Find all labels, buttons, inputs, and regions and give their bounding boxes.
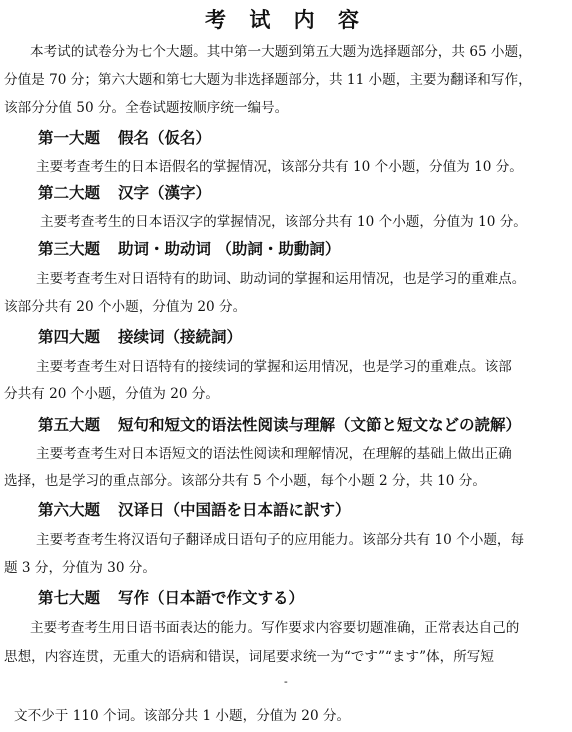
section-1-heading: [38, 126, 568, 150]
section-2-heading: [38, 181, 568, 205]
section-5-line-2: 选择，也是学习的重点部分。该部分共有 5 个小题，每个小题 2 分，共 10 分。: [4, 473, 486, 489]
section-1-line-1: 主要考查考生的日本语假名的掌握情况，该部分共有 10 个小题，分值为 10 分。: [36, 159, 523, 175]
section-5-line-1: 主要考查考生对日本语短文的语法性阅读和理解情况，在理解的基础上做出正确: [36, 446, 512, 462]
section-3-line-2: 该部分共有 20 个小题，分值为 20 分。: [4, 299, 247, 315]
intro-line-3: 该部分分值 50 分。全卷试题按顺序统一编号。: [4, 100, 289, 116]
intro-line-2: 分值是 70 分；第六大题和第七大题为非选择题部分，共 11 小题，主要为翻译和写作，: [4, 72, 532, 88]
section-7-line-3: 文不少于 110 个词。该部分共 1 小题，分值为 20 分。: [14, 708, 351, 724]
section-6-line-2: 题 3 分，分值为 30 分。: [4, 560, 156, 576]
page-mark: -: [284, 675, 288, 688]
section-4-heading: [38, 325, 568, 349]
section-2-name: 汉字（漢字）: [118, 184, 212, 202]
section-7-heading: [38, 586, 568, 610]
section-4-name: 接续词（接続詞）: [118, 328, 243, 346]
section-7-line-1: 主要考查考生用日语书面表达的能力。写作要求内容要切题准确，正常表达自己的: [30, 620, 520, 636]
section-2-line-1: 主要考查考生的日本语汉字的掌握情况，该部分共有 10 个小题，分值为 10 分。: [40, 214, 527, 230]
section-5-name: 短句和短文的语法性阅读与理解（文節と短文などの読解）: [118, 416, 522, 434]
section-6-line-1: 主要考查考生将汉语句子翻译成日语句子的应用能力。该部分共有 10 个小题，每: [36, 532, 525, 548]
section-4-number: 第四大题: [38, 328, 101, 346]
page-title: 考 试 内 容: [205, 7, 367, 32]
section-1-number: 第一大题: [38, 129, 101, 147]
section-7-name: 写作（日本語で作文する）: [118, 589, 305, 607]
section-6-heading: [38, 498, 568, 522]
section-6-name: 汉译日（中国語を日本語に訳す）: [118, 501, 351, 519]
section-7-line-2: 思想，内容连贯，无重大的语病和错误，词尾要求统一为“です”“ます”体，所写短: [4, 649, 494, 665]
section-7-number: 第七大题: [38, 589, 101, 607]
intro-line-1: 本考试的试卷分为七个大题。其中第一大题到第五大题为选择题部分，共 65 小题，: [30, 44, 532, 60]
section-4-line-2: 分共有 20 个小题，分值为 20 分。: [4, 386, 220, 402]
section-3-name: 助词・助动词 （助詞・助動詞）: [118, 240, 341, 258]
section-1-name: 假名（仮名）: [118, 129, 212, 147]
section-4-line-1: 主要考查考生对日语特有的接续词的掌握和运用情况，也是学习的重难点。该部: [36, 359, 512, 375]
section-5-number: 第五大题: [38, 416, 101, 434]
section-3-heading: [38, 237, 568, 261]
section-3-line-1: 主要考查考生对日语特有的助词、助动词的掌握和运用情况，也是学习的重难点。: [36, 271, 526, 287]
section-5-heading: [38, 413, 568, 437]
section-6-number: 第六大题: [38, 501, 101, 519]
section-3-number: 第三大题: [38, 240, 101, 258]
section-2-number: 第二大题: [38, 184, 101, 202]
